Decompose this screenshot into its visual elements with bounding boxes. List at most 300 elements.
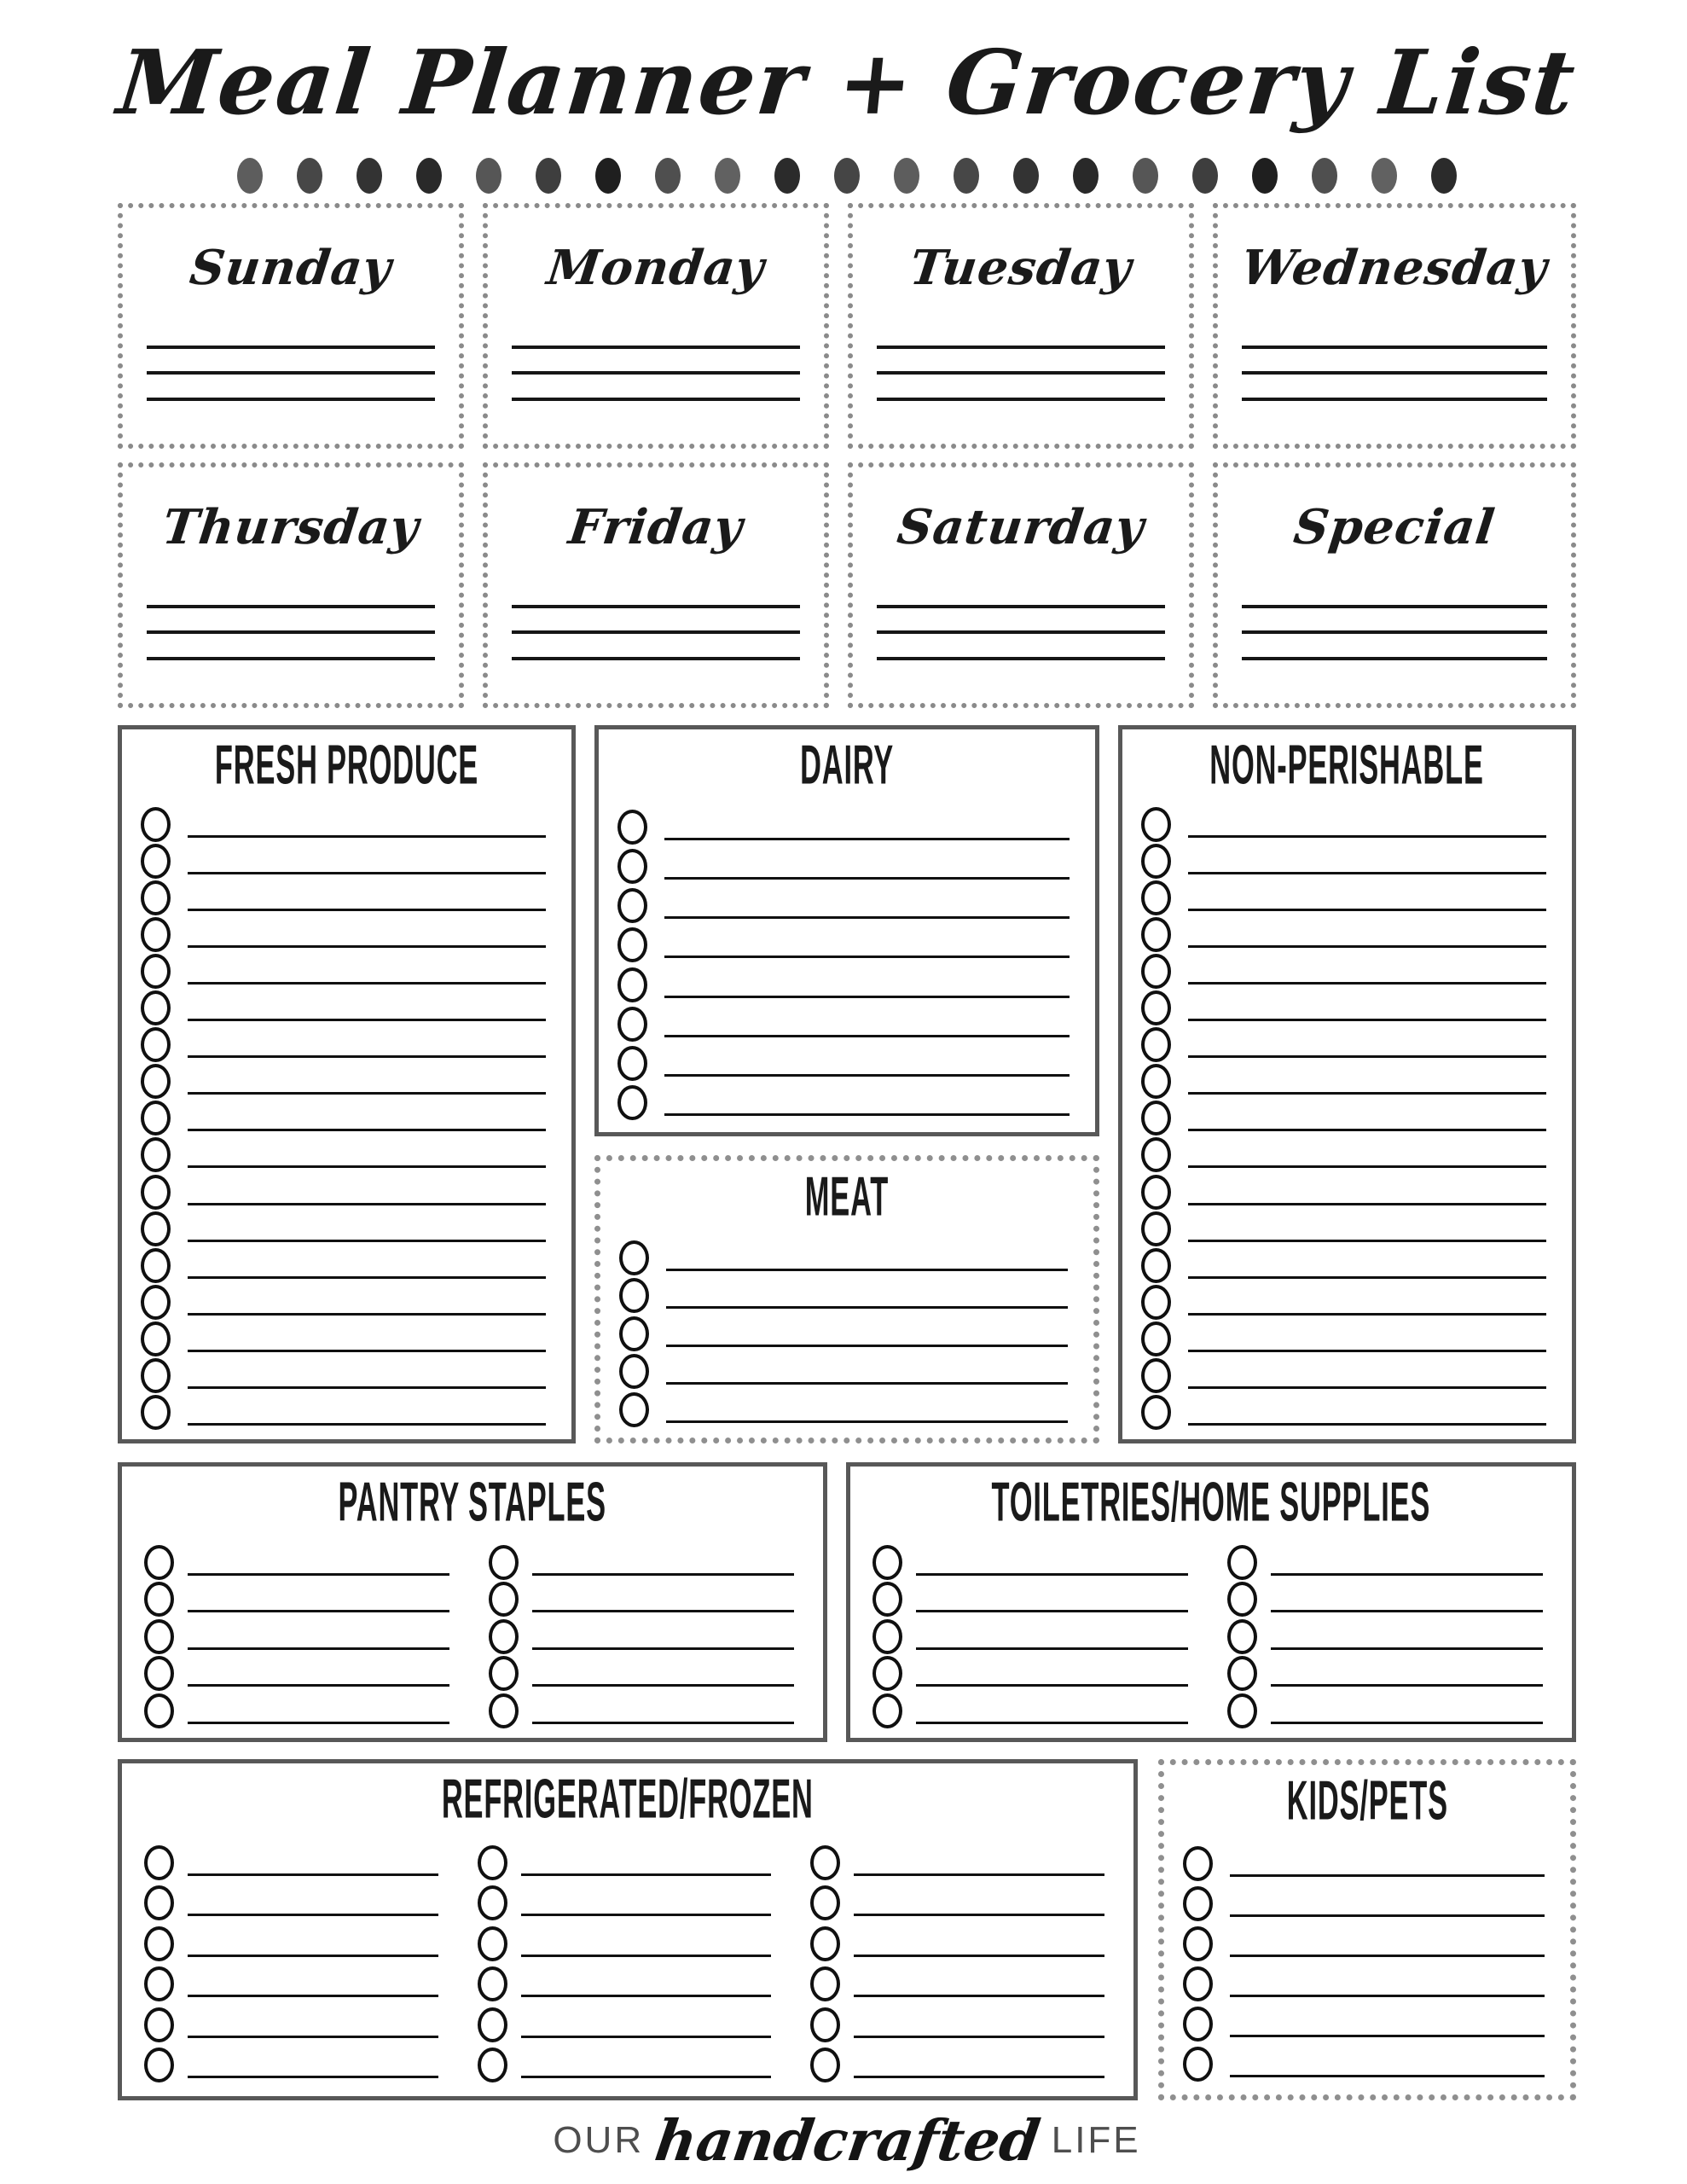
write-in-line — [664, 930, 1069, 958]
circle-bullet-icon — [872, 1619, 902, 1654]
list-item — [1227, 1541, 1543, 1576]
list-column — [144, 1538, 449, 1726]
write-in-line — [1188, 1103, 1546, 1131]
write-in-line — [532, 1696, 794, 1724]
circle-bullet-icon — [478, 2048, 507, 2082]
day-label: Thursday — [159, 499, 423, 555]
grocery-middle-column — [594, 725, 1099, 1443]
write-in-line — [1242, 629, 1547, 634]
write-in-line — [916, 1696, 1188, 1724]
write-in-line — [666, 1319, 1067, 1347]
circle-bullet-icon — [619, 1240, 649, 1275]
circle-bullet-icon — [144, 1885, 174, 1920]
section-title: REFRIGERATED/FROZEN — [441, 1767, 814, 1830]
section-title: NON-PERISHABLE — [1209, 733, 1485, 796]
list-item — [144, 1577, 449, 1612]
write-in-line — [916, 1658, 1188, 1687]
list-item — [617, 923, 1069, 958]
write-in-line — [916, 1584, 1188, 1612]
write-in-line — [877, 396, 1165, 401]
write-in-line — [1242, 655, 1547, 660]
list — [122, 801, 571, 1439]
write-in-line — [188, 920, 546, 948]
day-lines — [877, 582, 1165, 681]
write-in-line — [1242, 396, 1547, 401]
circle-bullet-icon — [617, 888, 647, 923]
circle-bullet-icon — [144, 1966, 174, 2001]
list-item — [810, 2003, 1104, 2038]
list-item — [489, 1577, 794, 1612]
list-item — [619, 1388, 1067, 1423]
day-label: Saturday — [894, 499, 1148, 555]
write-in-line — [512, 344, 800, 349]
grocery-bottom-band — [118, 1759, 1576, 2100]
write-in-line — [1188, 883, 1546, 911]
list-item — [141, 803, 546, 838]
binder-dot-icon — [1133, 158, 1158, 194]
circle-bullet-icon — [144, 1845, 174, 1880]
write-in-line — [512, 369, 800, 375]
list-item — [617, 1081, 1069, 1116]
list-item — [144, 2043, 438, 2078]
list-item — [872, 1615, 1188, 1650]
circle-bullet-icon — [144, 1656, 174, 1691]
list-item — [1183, 2042, 1545, 2077]
write-in-line — [521, 2050, 772, 2078]
write-in-line — [1271, 1658, 1543, 1687]
write-in-line — [188, 993, 546, 1021]
write-in-line — [188, 883, 546, 911]
write-in-line — [854, 1848, 1104, 1876]
list-item — [617, 884, 1069, 919]
circle-bullet-icon — [1227, 1545, 1257, 1580]
write-in-line — [664, 812, 1069, 840]
circle-bullet-icon — [619, 1316, 649, 1351]
write-in-line — [1188, 1324, 1546, 1352]
binder-dot-icon — [536, 158, 561, 194]
list-item — [1141, 839, 1546, 874]
section-toiletries-home-supplies — [846, 1462, 1576, 1742]
write-in-line — [188, 1103, 546, 1131]
circle-bullet-icon — [872, 1545, 902, 1580]
circle-bullet-icon — [141, 1395, 171, 1430]
brand-footer-post: LIFE — [1051, 2119, 1141, 2161]
circle-bullet-icon — [617, 967, 647, 1002]
circle-bullet-icon — [1227, 1656, 1257, 1691]
write-in-line — [188, 1324, 546, 1352]
write-in-line — [532, 1584, 794, 1612]
binder-dot-icon — [297, 158, 322, 194]
circle-bullet-icon — [1183, 1846, 1213, 1881]
circle-bullet-icon — [619, 1354, 649, 1389]
list-item — [872, 1577, 1188, 1612]
write-in-line — [664, 1048, 1069, 1077]
circle-bullet-icon — [144, 1545, 174, 1580]
binder-dot-icon — [1312, 158, 1337, 194]
write-in-line — [188, 846, 546, 874]
write-in-line — [147, 369, 435, 375]
day-label: Wednesday — [1238, 240, 1551, 296]
list-item — [489, 1615, 794, 1650]
circle-bullet-icon — [1141, 1285, 1171, 1320]
write-in-line — [1188, 846, 1546, 874]
list-column — [1227, 1538, 1543, 1726]
list-item — [144, 1962, 438, 1997]
circle-bullet-icon — [144, 2007, 174, 2042]
day-box-special — [1213, 462, 1576, 708]
day-box-saturday — [848, 462, 1194, 708]
circle-bullet-icon — [141, 1137, 171, 1172]
circle-bullet-icon — [141, 1211, 171, 1246]
day-label: Friday — [565, 499, 746, 555]
list-item — [1141, 1023, 1546, 1058]
list-item — [1183, 1962, 1545, 1997]
write-in-line — [666, 1395, 1067, 1423]
write-in-line — [188, 1361, 546, 1389]
write-in-line — [1271, 1584, 1543, 1612]
circle-bullet-icon — [141, 1027, 171, 1062]
write-in-line — [1230, 1969, 1545, 1997]
grocery-top-band — [118, 725, 1576, 1443]
write-in-line — [147, 603, 435, 608]
list-column — [489, 1538, 794, 1726]
day-label: Monday — [543, 240, 768, 296]
binder-dot-icon — [476, 158, 501, 194]
list-item — [1141, 803, 1546, 838]
circle-bullet-icon — [619, 1278, 649, 1313]
list-item — [1141, 913, 1546, 948]
list-item — [141, 1060, 546, 1095]
write-in-line — [664, 851, 1069, 880]
day-box-friday — [483, 462, 829, 708]
write-in-line — [512, 655, 800, 660]
day-lines — [147, 582, 435, 681]
list-item — [141, 1170, 546, 1205]
section-title: DAIRY — [799, 733, 894, 796]
list-item — [1141, 876, 1546, 911]
write-in-line — [188, 1969, 438, 1997]
write-in-line — [521, 1969, 772, 1997]
list-item — [478, 1881, 772, 1916]
write-in-line — [188, 810, 546, 838]
write-in-line — [188, 1848, 438, 1876]
circle-bullet-icon — [1141, 1248, 1171, 1283]
list-item — [478, 2003, 772, 2038]
write-in-line — [1271, 1696, 1543, 1724]
circle-bullet-icon — [1141, 880, 1171, 915]
section-kids-pets — [1158, 1759, 1576, 2100]
circle-bullet-icon — [141, 1175, 171, 1210]
list-item — [617, 1002, 1069, 1037]
list-item — [872, 1689, 1188, 1724]
circle-bullet-icon — [617, 1085, 647, 1120]
write-in-line — [664, 970, 1069, 998]
binder-dot-icon — [954, 158, 979, 194]
list-item — [478, 1922, 772, 1957]
circle-bullet-icon — [1141, 990, 1171, 1025]
binder-dot-icon — [237, 158, 263, 194]
page-title-wrap — [113, 19, 1581, 154]
list-column — [872, 1538, 1188, 1726]
write-in-line — [1188, 1287, 1546, 1316]
write-in-line — [512, 629, 800, 634]
list-item — [1183, 1922, 1545, 1957]
circle-bullet-icon — [810, 1926, 840, 1961]
list-item — [1141, 1207, 1546, 1242]
day-lines — [147, 322, 435, 421]
list-item — [810, 1922, 1104, 1957]
write-in-line — [916, 1622, 1188, 1650]
circle-bullet-icon — [872, 1693, 902, 1728]
circle-bullet-icon — [141, 1285, 171, 1320]
write-in-line — [188, 1548, 449, 1576]
list-item — [619, 1312, 1067, 1347]
write-in-line — [1271, 1548, 1543, 1576]
circle-bullet-icon — [478, 1845, 507, 1880]
circle-bullet-icon — [144, 1926, 174, 1961]
grocery-middle-band — [118, 1462, 1576, 1742]
list-item — [617, 845, 1069, 880]
list-item — [478, 1962, 772, 1997]
write-in-line — [188, 1177, 546, 1205]
list-item — [141, 876, 546, 911]
binder-dot-icon — [1013, 158, 1039, 194]
binder-dot-icon — [774, 158, 800, 194]
circle-bullet-icon — [478, 1885, 507, 1920]
list-item — [810, 2043, 1104, 2078]
write-in-line — [521, 2010, 772, 2038]
list-item — [141, 1391, 546, 1426]
write-in-line — [188, 2010, 438, 2038]
write-in-line — [877, 603, 1165, 608]
circle-bullet-icon — [489, 1693, 519, 1728]
write-in-line — [1230, 1849, 1545, 1877]
list — [600, 1233, 1093, 1438]
write-in-line — [188, 1287, 546, 1316]
circle-bullet-icon — [1141, 1137, 1171, 1172]
write-in-line — [188, 1658, 449, 1687]
write-in-line — [877, 655, 1165, 660]
binder-dot-icon — [1073, 158, 1099, 194]
circle-bullet-icon — [141, 1358, 171, 1393]
write-in-line — [664, 1009, 1069, 1037]
write-in-line — [877, 344, 1165, 349]
write-in-line — [1188, 1361, 1546, 1389]
circle-bullet-icon — [1141, 807, 1171, 842]
write-in-line — [521, 1888, 772, 1916]
write-in-line — [188, 1696, 449, 1724]
list-item — [478, 2043, 772, 2078]
circle-bullet-icon — [1141, 1027, 1171, 1062]
circle-bullet-icon — [489, 1656, 519, 1691]
list-item — [141, 1281, 546, 1316]
circle-bullet-icon — [478, 1926, 507, 1961]
list-column — [144, 1835, 438, 2084]
list-item — [619, 1274, 1067, 1309]
binder-dots-row — [118, 154, 1576, 198]
write-in-line — [532, 1622, 794, 1650]
write-in-line — [188, 1584, 449, 1612]
list-item — [141, 839, 546, 874]
list-item — [144, 1841, 438, 1876]
list-item — [619, 1350, 1067, 1385]
write-in-line — [854, 1929, 1104, 1957]
circle-bullet-icon — [1141, 1321, 1171, 1356]
write-in-line — [188, 1066, 546, 1095]
circle-bullet-icon — [810, 2048, 840, 2082]
section-non-perishable — [1118, 725, 1576, 1443]
day-lines — [1242, 582, 1547, 681]
circle-bullet-icon — [1183, 2047, 1213, 2082]
write-in-line — [854, 2010, 1104, 2038]
write-in-line — [188, 1030, 546, 1058]
list-item — [617, 1042, 1069, 1077]
circle-bullet-icon — [141, 1248, 171, 1283]
list-item — [489, 1541, 794, 1576]
section-pantry-staples — [118, 1462, 827, 1742]
write-in-line — [854, 2050, 1104, 2078]
write-in-line — [1271, 1622, 1543, 1650]
write-in-line — [1188, 920, 1546, 948]
day-lines — [877, 322, 1165, 421]
list-item — [1227, 1615, 1543, 1650]
write-in-line — [877, 369, 1165, 375]
write-in-line — [1230, 2009, 1545, 2037]
section-title: MEAT — [804, 1165, 890, 1228]
list-item — [1141, 1391, 1546, 1426]
binder-dot-icon — [834, 158, 860, 194]
write-in-line — [664, 891, 1069, 919]
circle-bullet-icon — [141, 1321, 171, 1356]
circle-bullet-icon — [1141, 844, 1171, 879]
circle-bullet-icon — [141, 1101, 171, 1136]
list-item — [141, 1207, 546, 1242]
circle-bullet-icon — [478, 1966, 507, 2001]
circle-bullet-icon — [1141, 1175, 1171, 1210]
list-item — [141, 1354, 546, 1389]
binder-dot-icon — [715, 158, 740, 194]
page-title: Meal Planner + Grocery List — [113, 30, 1581, 135]
section-fresh-produce — [118, 725, 576, 1443]
write-in-line — [188, 2050, 438, 2078]
circle-bullet-icon — [1227, 1582, 1257, 1617]
binder-dot-icon — [1371, 158, 1397, 194]
circle-bullet-icon — [1141, 954, 1171, 989]
section-title: TOILETRIES/HOME SUPPLIES — [991, 1470, 1431, 1533]
list-item — [1141, 1133, 1546, 1168]
write-in-line — [188, 1140, 546, 1168]
circle-bullet-icon — [810, 1845, 840, 1880]
list-item — [810, 1881, 1104, 1916]
day-lines — [512, 322, 800, 421]
brand-footer — [118, 2100, 1576, 2174]
circle-bullet-icon — [144, 1582, 174, 1617]
write-in-line — [854, 1888, 1104, 1916]
list-item — [141, 986, 546, 1021]
write-in-line — [1188, 1251, 1546, 1279]
write-in-line — [854, 1969, 1104, 1997]
circle-bullet-icon — [141, 807, 171, 842]
section-refrigerated-frozen — [118, 1759, 1138, 2100]
brand-footer-script: handcrafted — [651, 2107, 1045, 2174]
list-item — [1141, 986, 1546, 1021]
write-in-line — [188, 1888, 438, 1916]
three-column-list — [122, 1835, 1133, 2096]
write-in-line — [1230, 1889, 1545, 1917]
list-item — [144, 1652, 449, 1687]
list-item — [144, 1922, 438, 1957]
write-in-line — [916, 1548, 1188, 1576]
write-in-line — [147, 655, 435, 660]
circle-bullet-icon — [810, 1966, 840, 2001]
write-in-line — [664, 1088, 1069, 1116]
list-item — [1141, 1354, 1546, 1389]
day-label: Sunday — [187, 240, 395, 296]
circle-bullet-icon — [489, 1582, 519, 1617]
list-item — [478, 1841, 772, 1876]
list-item — [1141, 1060, 1546, 1095]
two-column-list — [122, 1538, 823, 1738]
circle-bullet-icon — [1183, 1886, 1213, 1921]
write-in-line — [521, 1848, 772, 1876]
list-item — [1141, 1281, 1546, 1316]
day-label: Special — [1290, 499, 1499, 555]
circle-bullet-icon — [1141, 1211, 1171, 1246]
write-in-line — [666, 1356, 1067, 1385]
circle-bullet-icon — [617, 927, 647, 962]
write-in-line — [512, 603, 800, 608]
list-item — [1227, 1652, 1543, 1687]
write-in-line — [147, 344, 435, 349]
section-title: PANTRY STAPLES — [338, 1470, 606, 1533]
section-meat — [594, 1155, 1099, 1443]
circle-bullet-icon — [1183, 1966, 1213, 2001]
list-item — [1141, 1170, 1546, 1205]
write-in-line — [1188, 956, 1546, 985]
write-in-line — [512, 396, 800, 401]
circle-bullet-icon — [141, 917, 171, 952]
section-title: KIDS/PETS — [1286, 1769, 1448, 1832]
section-dairy — [594, 725, 1099, 1136]
list-item — [1141, 1096, 1546, 1131]
write-in-line — [666, 1243, 1067, 1271]
list-item — [1227, 1577, 1543, 1612]
write-in-line — [1188, 993, 1546, 1021]
list-column — [478, 1835, 772, 2084]
list — [1122, 801, 1572, 1439]
list-item — [1183, 1882, 1545, 1917]
binder-dot-icon — [655, 158, 681, 194]
circle-bullet-icon — [144, 2048, 174, 2082]
list-item — [1183, 2002, 1545, 2037]
list-item — [1141, 1244, 1546, 1279]
write-in-line — [1188, 1177, 1546, 1205]
list-item — [144, 1615, 449, 1650]
list-item — [489, 1652, 794, 1687]
write-in-line — [1188, 1030, 1546, 1058]
circle-bullet-icon — [141, 880, 171, 915]
binder-dot-icon — [416, 158, 442, 194]
write-in-line — [532, 1658, 794, 1687]
circle-bullet-icon — [478, 2007, 507, 2042]
binder-dot-icon — [894, 158, 919, 194]
circle-bullet-icon — [872, 1656, 902, 1691]
write-in-line — [1230, 1929, 1545, 1957]
circle-bullet-icon — [1141, 1395, 1171, 1430]
circle-bullet-icon — [1141, 917, 1171, 952]
circle-bullet-icon — [872, 1582, 902, 1617]
list-item — [144, 1689, 449, 1724]
